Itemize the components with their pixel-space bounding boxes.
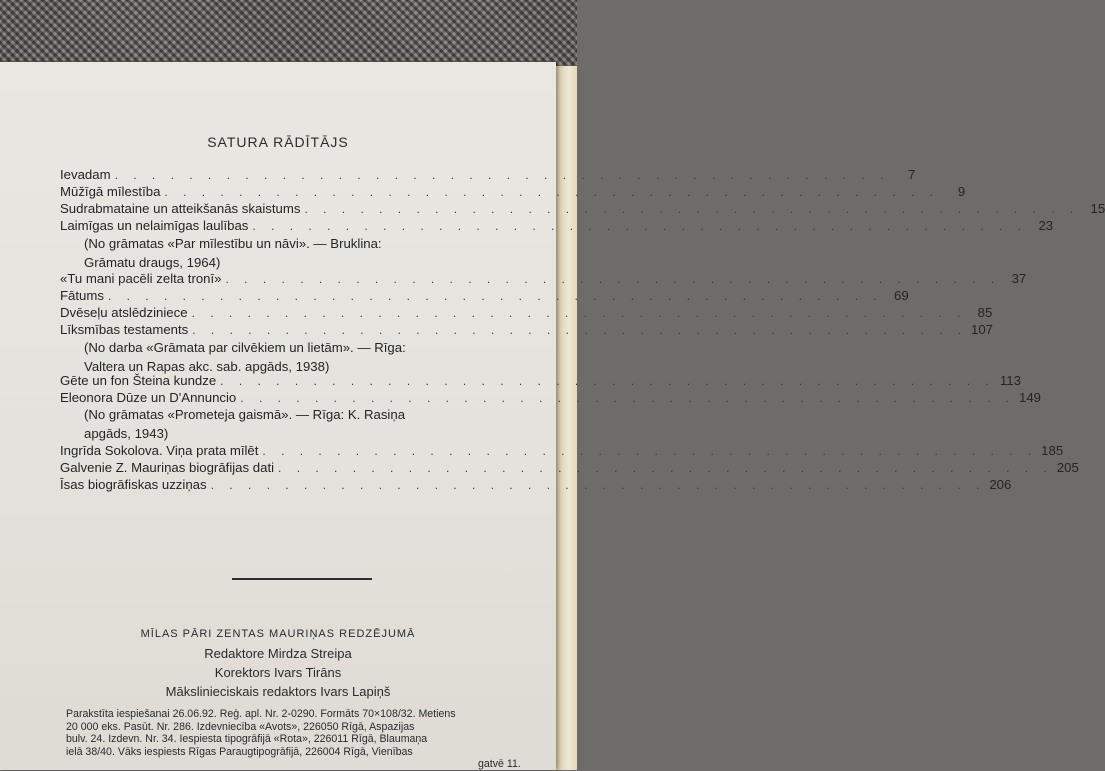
toc-group-1 — [60, 166, 1105, 234]
toc-entry-title: Ingrīda Sokolova. Viņa prata mīlēt — [60, 443, 259, 458]
toc-entry-title: Fātums — [60, 288, 104, 303]
colophon — [66, 708, 546, 771]
toc-entry — [60, 442, 1064, 459]
toc-entry-page: 205 — [1056, 460, 1079, 475]
page-title: SATURA RĀDĪTĀJS — [207, 134, 349, 150]
toc-entry — [60, 459, 1079, 476]
leader-dots: . . . . . . . . . . . . . . . . . . . . . . . . . . . . . . . . . . . . . . . . . . — [225, 272, 1001, 286]
toc-entry-page: 149 — [1019, 390, 1042, 405]
colophon-line: ielā 38/40. Vāks iespiests Rīgas Paraugtipogrāfijā, 226004 Rīgā, Vienības — [66, 745, 413, 758]
leader-dots: . . . . . . . . . . . . . . . . . . . . . . . . . . . . . . . . . . . . . . . . . . — [278, 461, 1053, 475]
leader-dots: . . . . . . . . . . . . . . . . . . . . . . . . . . . . . . . . . . . . . . . . . . — [252, 219, 1028, 233]
leader-dots: . . . . . . . . . . . . . . . . . . . . . . . . . . . . . . . . . . . . . . . . . . — [114, 168, 890, 182]
toc-entry-page: 37 — [1011, 271, 1027, 286]
leader-dots: . . . . . . . . . . . . . . . . . . . . . . . . . . . . . . . . . . . . . . . . . . — [210, 478, 986, 492]
colophon-line: gatvē 11. — [478, 758, 521, 770]
leader-dots: . . . . . . . . . . . . . . . . . . . . . . . . . . . . . . . . . . . . . . . . . . — [220, 374, 995, 388]
toc-entry-title: «Tu mani pacēli zelta tronī» — [60, 271, 222, 286]
series-title: MĪLAS PĀRI ZENTAS MAURIŅAS REDZĒJUMĀ — [140, 628, 416, 640]
source-note-line: (No grāmatas «Prometeja gaismā». — Rīga: K. Rasiņa — [84, 407, 406, 422]
leader-dots: . . . . . . . . . . . . . . . . . . . . . . . . . . . . . . . . . . . . . . . . . . — [240, 391, 1016, 405]
toc-entry-title: Līksmības testaments — [60, 322, 189, 337]
section-divider — [232, 578, 372, 580]
toc-entry-page: 85 — [977, 305, 993, 320]
leader-dots: . . . . . . . . . . . . . . . . . . . . . . . . . . . . . . . . . . . . . . . . . . — [107, 289, 883, 303]
toc-entry-page: 9 — [957, 184, 966, 199]
toc-group-3 — [60, 372, 1042, 406]
toc-entry — [60, 200, 1105, 217]
toc-entry — [60, 183, 966, 200]
toc-entry-page: 206 — [989, 477, 1012, 492]
toc-entry-title: Ievadam — [60, 167, 111, 182]
toc-entry-page: 185 — [1041, 443, 1064, 458]
leader-dots: . . . . . . . . . . . . . . . . . . . . . . . . . . . . . . . . . . . . . . . . . . — [164, 185, 940, 199]
toc-entry-page: 15 — [1090, 201, 1105, 216]
leader-dots: . . . . . . . . . . . . . . . . . . . . . . . . . . . . . . . . . . . . . . . . . . — [262, 444, 1038, 458]
toc-group-4 — [60, 442, 1079, 493]
toc-entry-title: Laimīgas un nelaimīgas laulības — [60, 218, 249, 233]
toc-entry-title: Īsas biogrāfiskas uzziņas — [60, 477, 207, 492]
colophon-line: Parakstīta iespiešanai 26.06.92. Reģ. apl. Nr. 2-0290. Formāts 70×108/32. Metiens — [66, 708, 456, 720]
source-note-line: (No grāmatas «Par mīlestību un nāvi». — Bruklina: — [84, 236, 382, 251]
toc-entry-title: Gēte un fon Šteina kundze — [60, 373, 217, 388]
source-note-line: Grāmatu draugs, 1964) — [84, 255, 221, 270]
leader-dots: . . . . . . . . . . . . . . . . . . . . . . . . . . . . . . . . . . . . . . . . . . — [192, 323, 967, 337]
editor-credit: Redaktore Mirdza Streipa — [204, 646, 352, 661]
toc-entry — [60, 321, 994, 338]
toc-entry — [60, 389, 1042, 406]
toc-entry-title: Mūžīgā mīlestība — [60, 184, 161, 199]
toc-entry-title: Dvēseļu atslēdziniece — [60, 305, 188, 320]
toc-entry — [60, 270, 1027, 287]
toc-entry-page: 23 — [1038, 218, 1054, 233]
toc-entry — [60, 217, 1054, 234]
leader-dots: . . . . . . . . . . . . . . . . . . . . . . . . . . . . . . . . . . . . . . . . . . — [304, 202, 1080, 216]
toc-entry-page: 7 — [907, 167, 916, 182]
toc-entry — [60, 166, 916, 183]
toc-entry — [60, 304, 993, 321]
colophon-line: bulv. 24. Izdevn. Nr. 34. Iespiesta tipogrāfijā «Rota», 226011 Rīgā, Blaumaņa — [66, 733, 428, 745]
toc-group-2 — [60, 270, 1027, 338]
fabric-background — [0, 0, 577, 70]
toc-entry — [60, 372, 1021, 389]
source-note-line: apgāds, 1943) — [84, 426, 169, 441]
toc-entry-page: 113 — [999, 373, 1021, 388]
toc-entry — [60, 287, 909, 304]
corrector-credit: Korektors Ivars Tirāns — [214, 665, 342, 680]
toc-entry-title: Eleonora Dūze un D'Annuncio — [60, 390, 237, 405]
toc-entry-title: Galvenie Z. Mauriņas biogrāfijas dati — [60, 460, 275, 475]
leader-dots: . . . . . . . . . . . . . . . . . . . . . . . . . . . . . . . . . . . . . . . . . . — [191, 306, 967, 320]
source-note-line: Valtera un Rapas akc. sab. apgāds, 1938) — [84, 359, 330, 374]
toc-entry-page: 107 — [971, 322, 994, 337]
toc-entry-title: Sudrabmataine un atteikšanās skaistums — [60, 201, 301, 216]
toc-entry — [60, 476, 1012, 493]
toc-entry-page: 69 — [894, 288, 909, 303]
source-note-2 — [84, 338, 544, 376]
source-note-3 — [84, 405, 544, 443]
source-note-line: (No darba «Grāmata par cilvēkiem un lietām». — Rīga: — [84, 340, 406, 355]
colophon-line: 20 000 eks. Pasūt. Nr. 286. Izdevniecība «Avots», 226050 Rīgā, Aspazijas — [66, 720, 415, 733]
art-editor-credit: Mākslinieciskais redaktors Ivars Lapiņš — [165, 684, 391, 699]
source-note-1 — [84, 234, 544, 272]
